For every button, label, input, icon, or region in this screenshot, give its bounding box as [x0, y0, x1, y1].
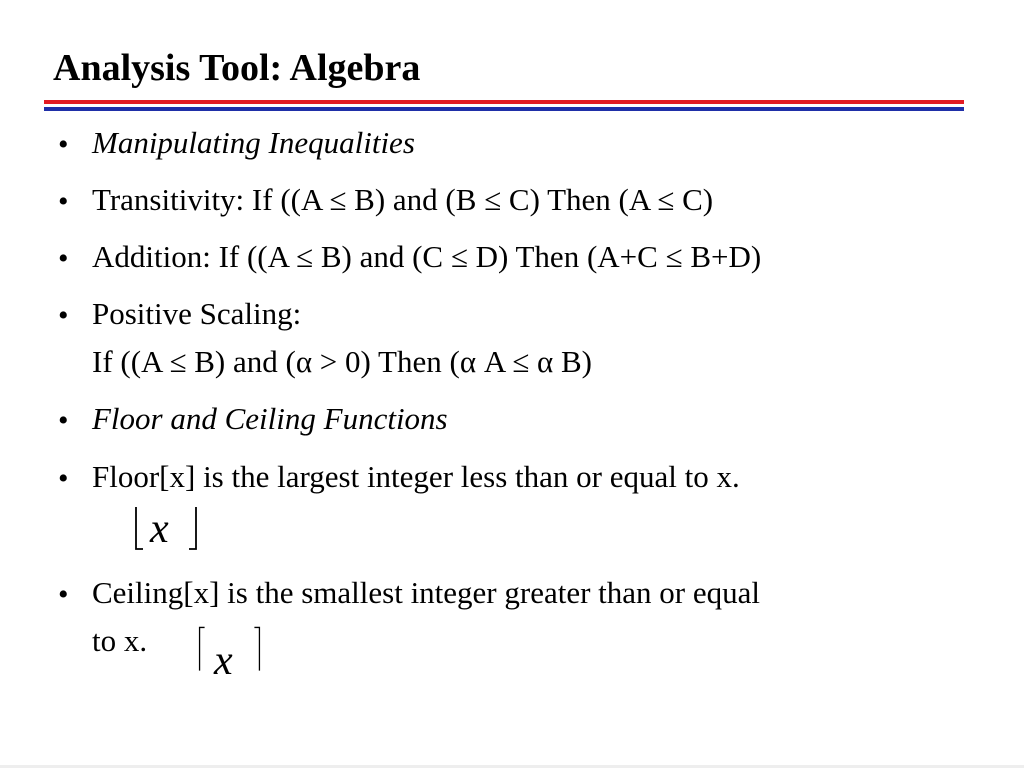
bullet-marker: •	[58, 404, 69, 437]
bullet-marker: •	[58, 578, 69, 611]
bullet-positive-scaling: Positive Scaling:	[92, 296, 302, 331]
bullet-marker: •	[58, 185, 69, 218]
bullet-addition: Addition: If ((A ≤ B) and (C ≤ D) Then (A+C ≤ B+D)	[92, 239, 762, 274]
floor-right-bracket	[188, 506, 200, 552]
ceiling-definition-continued: to x.	[92, 623, 148, 658]
bullet-marker: •	[58, 128, 69, 161]
floor-variable: x	[150, 506, 169, 552]
ceiling-left-bracket	[195, 626, 207, 672]
title-underline-blue	[44, 107, 964, 111]
bullet-marker: •	[58, 242, 69, 275]
ceiling-right-bracket	[252, 626, 264, 672]
bullet-manipulating-inequalities: Manipulating Inequalities	[92, 125, 415, 160]
bullet-marker: •	[58, 462, 69, 495]
bullet-marker: •	[58, 299, 69, 332]
bullet-floor-ceiling-functions: Floor and Ceiling Functions	[92, 401, 448, 436]
bullet-floor-definition: Floor[x] is the largest integer less than or equal to x.	[92, 459, 740, 494]
slide-title: Analysis Tool: Algebra	[53, 47, 421, 89]
bullet-transitivity: Transitivity: If ((A ≤ B) and (B ≤ C) Then (A ≤ C)	[92, 182, 714, 217]
ceiling-variable: x	[214, 638, 233, 684]
bullet-ceiling-definition: Ceiling[x] is the smallest integer greater than or equal	[92, 575, 760, 610]
title-underline-red	[44, 100, 964, 104]
floor-left-bracket	[132, 506, 144, 552]
positive-scaling-rule: If ((A ≤ B) and (α > 0) Then (α A ≤ α B)	[92, 344, 592, 379]
